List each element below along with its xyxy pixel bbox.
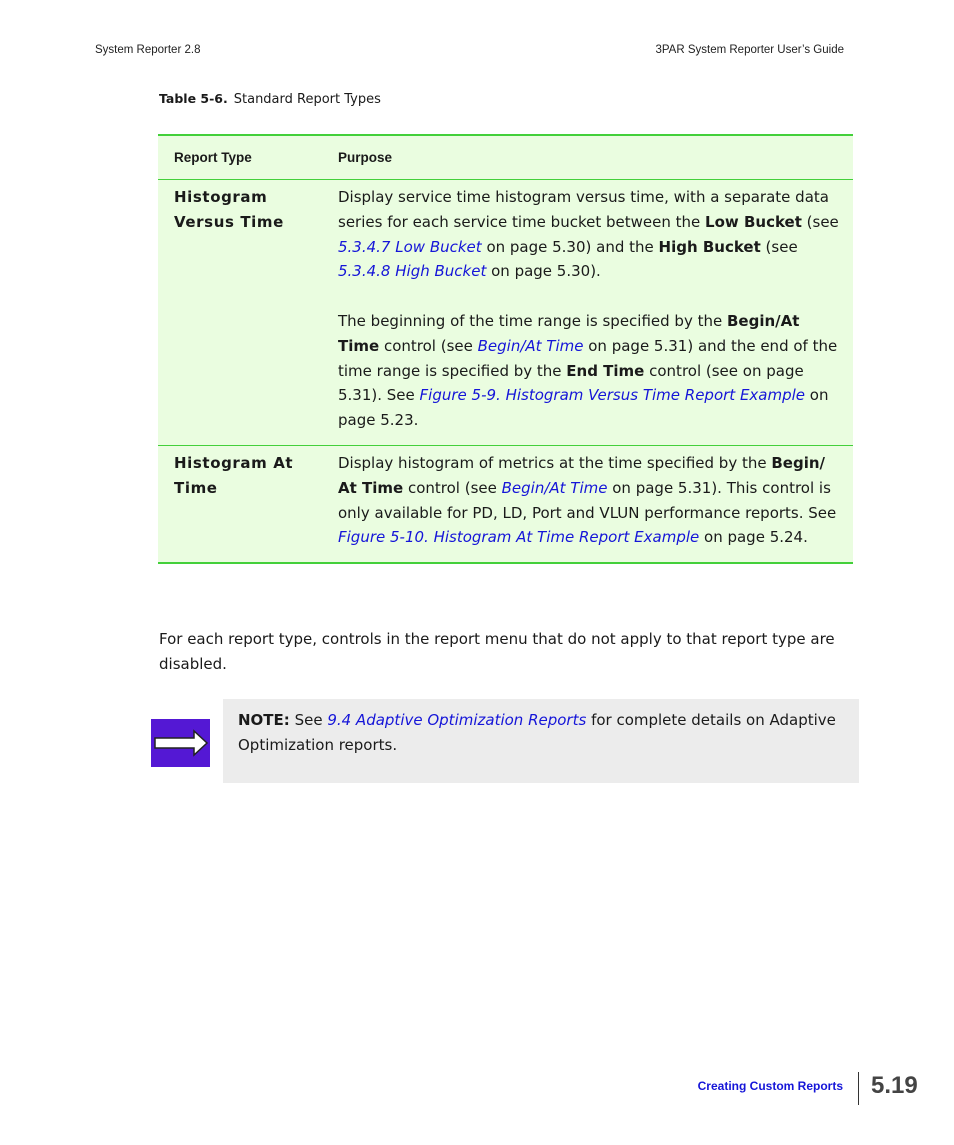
note-label: NOTE: [238, 711, 290, 729]
table-row [158, 445, 853, 562]
table-title: Standard Report Types [233, 92, 381, 107]
page-number: 5.19 [871, 1072, 918, 1099]
link-begin-at-time[interactable]: Begin/At Time [501, 478, 608, 497]
link-figure-5-10[interactable]: Figure 5-10. Histogram At Time Report Example [338, 528, 700, 547]
report-type-cell: Histogram Versus Time [174, 188, 284, 231]
link-high-bucket[interactable]: 5.3.4.8 High Bucket [338, 262, 487, 281]
table-caption [159, 91, 381, 107]
body-paragraph: For each report type, controls in the report menu that do not apply to that report type are disabled. [159, 630, 835, 673]
table-row [158, 179, 853, 445]
note-box [223, 699, 859, 783]
link-begin-at-time[interactable]: Begin/At Time [477, 336, 584, 355]
purpose-paragraph: Display histogram of metrics at the time specified by the Begin/ At Time control (see Begin/At Time on page 5.31). This control is only available for PD, LD, Port and VLUN performance reports. See Figure 5-10. Histogram At Time Report Example on page 5.24. [338, 453, 837, 547]
footer-section-link[interactable]: Creating Custom Reports [697, 1079, 843, 1093]
purpose-cell [338, 446, 853, 562]
table-number: Table 5-6. [159, 91, 228, 106]
table-header-row [158, 136, 853, 179]
arrow-right-icon [151, 719, 210, 767]
column-header-report-type: Report Type [174, 150, 252, 165]
note-text: NOTE: See 9.4 Adaptive Optimization Reports for complete details on Adaptive Optimization reports. [238, 711, 836, 754]
report-type-cell: Histogram At Time [174, 453, 294, 497]
link-figure-5-9[interactable]: Figure 5-9. Histogram Versus Time Report Example [419, 386, 806, 405]
running-header-right: 3PAR System Reporter User’s Guide [655, 44, 844, 56]
report-types-table [158, 134, 853, 564]
link-low-bucket[interactable]: 5.3.4.7 Low Bucket [338, 237, 482, 256]
purpose-cell [338, 180, 853, 445]
footer-divider [858, 1072, 859, 1105]
running-header-left: System Reporter 2.8 [95, 44, 201, 56]
column-header-purpose: Purpose [338, 150, 393, 165]
link-adaptive-optimization[interactable]: 9.4 Adaptive Optimization Reports [327, 711, 587, 729]
purpose-paragraph: Display service time histogram versus time, with a separate data series for each service time bucket between the Low Bucket (see 5.3.4.7 Low Bucket on page 5.30) and the High Bucket (see 5.3.4.8 High Bucket on page 5.30). [338, 188, 839, 281]
purpose-paragraph: The beginning of the time range is specified by the Begin/At Time control (see Begin/At Time on page 5.31) and the end of the time range is specified by the End Time control (see on page 5.31). See Figure 5-9. Histogram Versus Time Report Example on page 5.23. [338, 311, 838, 430]
